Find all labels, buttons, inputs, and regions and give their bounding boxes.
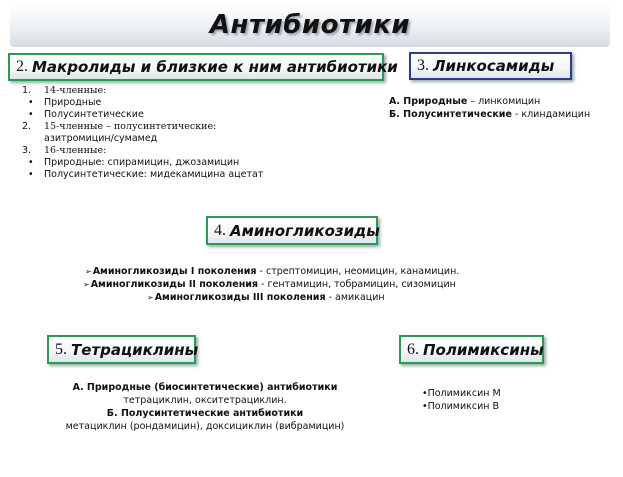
- polymyxins-list: [422, 387, 501, 413]
- tetracyclines-line-4: метациклин (рондамицин), доксициклин (вибрамицин): [65, 421, 345, 432]
- list-item: 1. 14-членные:: [22, 85, 107, 96]
- aminoglycosides-number: 4.: [214, 221, 226, 239]
- list-item: ➢Аминогликозиды II поколения - гентамицин, тобрамицин, сизомицин: [83, 279, 456, 290]
- lincosamides-number: 3.: [417, 57, 429, 74]
- list-item: • Природные: спирамицин, джозамицин: [28, 157, 240, 168]
- lincosamides-header: [409, 52, 572, 80]
- list-item: ➢Аминогликозиды I поколения - стрептомицин, неомицин, канамицин.: [85, 266, 460, 277]
- lincosamides-line-a: А. Природные – линкомицин: [389, 96, 541, 107]
- aminoglycosides-header: [206, 216, 378, 245]
- list-item: • Природные: [28, 97, 102, 108]
- page-title: Антибиотики: [209, 9, 411, 40]
- list-item: •Полимиксин В: [422, 401, 500, 412]
- tetracyclines-title: Тетрациклины: [71, 340, 199, 359]
- macrolides-header: [8, 53, 398, 81]
- tetracyclines-header: [47, 335, 199, 364]
- macrolides-title: Макролиды и близкие к ним антибиотики: [32, 58, 398, 76]
- macrolides-number: 2.: [16, 58, 28, 75]
- tetracyclines-line-3: Б. Полусинтетические антибиотики: [106, 408, 304, 419]
- title-banner: [10, 2, 610, 47]
- list-item: ➢Аминогликозиды III поколения - амикацин: [147, 292, 385, 303]
- lincosamides-text: [389, 95, 590, 121]
- tetracyclines-line-1: А. Природные (биосинтетические) антибиотики: [72, 382, 338, 393]
- macrolides-list: [22, 85, 322, 181]
- lincosamides-title: Линкосамиды: [433, 57, 555, 75]
- polymyxins-number: 6.: [407, 340, 419, 358]
- lincosamides-line-b: Б. Полусинтетические - клиндамицин: [389, 109, 591, 120]
- polymyxins-header: [399, 335, 544, 364]
- tetracyclines-number: 5.: [55, 340, 67, 358]
- list-item: • Полусинтетические: [28, 109, 144, 120]
- list-item: 3. 16-членные:: [22, 145, 107, 156]
- list-item: •Полимиксин М: [422, 388, 501, 399]
- arrow-icon: ➢: [147, 293, 154, 302]
- aminoglycosides-list: [85, 265, 459, 304]
- tetracyclines-text: [60, 381, 350, 433]
- tetracyclines-line-2: тетрациклин, окситетрациклин.: [123, 395, 287, 406]
- arrow-icon: ➢: [85, 267, 92, 276]
- list-item: 2. 15-членные – полусинтетические:: [22, 121, 217, 132]
- arrow-icon: ➢: [83, 280, 90, 289]
- aminoglycosides-title: Аминогликозиды: [230, 221, 380, 240]
- polymyxins-title: Полимиксины: [423, 340, 544, 359]
- list-item: азитромицин/сумамед: [44, 133, 158, 144]
- list-item: • Полусинтетические: мидекамицина ацетат: [28, 169, 264, 180]
